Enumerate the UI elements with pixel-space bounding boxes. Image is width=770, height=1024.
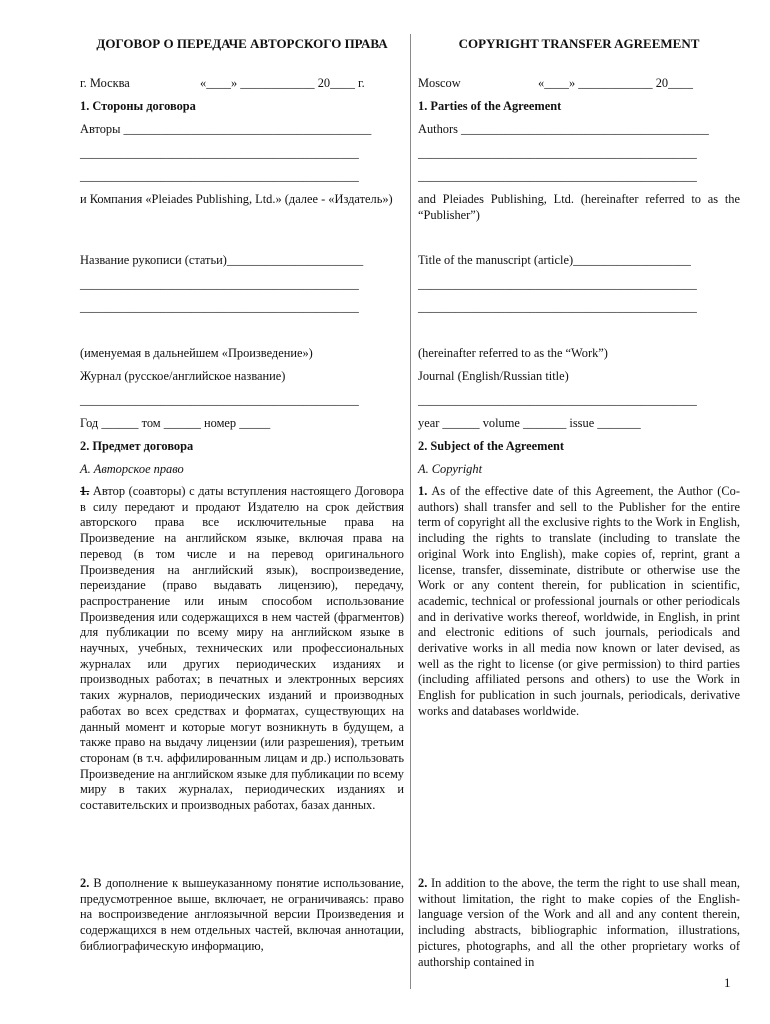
ru-city: г. Москва: [80, 76, 130, 90]
ru-work-reference: (именуемая в дальнейшем «Произведение»): [80, 346, 313, 360]
ru-paragraph-2-number: 2.: [80, 876, 90, 890]
page-number: 1: [724, 975, 731, 990]
en-blank-line: _____________________________________________: [418, 300, 697, 314]
en-year-volume-issue: year ______ volume _______ issue _______: [418, 416, 641, 430]
en-work-reference: (hereinafter referred to as the “Work”): [418, 346, 608, 360]
ru-manuscript-line: Название рукописи (статьи)______________________: [80, 253, 364, 267]
en-blank-line: _____________________________________________: [418, 277, 697, 291]
ru-paragraph-2-text: В дополнение к вышеуказанному понятие использование, предусмотренное выше, включает, не ограничиваясь: право на воспроизведение англоязычной версии Произведения и содержащихся в нем отдельных частей, включая аннотации, библиографическую информацию,: [80, 876, 404, 953]
ru-blank-line: _____________________________________________: [80, 277, 359, 291]
en-manuscript-line: Title of the manuscript (article)___________________: [418, 253, 691, 267]
ru-blank-line: _____________________________________________: [80, 146, 359, 160]
en-paragraph-2-number: 2.: [418, 876, 428, 890]
en-company: and Pleiades Publishing, Ltd. (hereinafter referred to as the “Publisher”): [418, 192, 740, 222]
ru-paragraph-1: [80, 484, 404, 814]
en-paragraph-1-number: 1.: [418, 484, 428, 498]
ru-authors-line: Авторы ________________________________________: [80, 122, 372, 136]
en-paragraph-2: [418, 876, 740, 970]
en-journal-line: Journal (English/Russian title): [418, 369, 569, 383]
ru-date-line: «____» ____________ 20____ г.: [200, 76, 365, 90]
en-subsection-a: A. Copyright: [418, 462, 483, 476]
en-city: Moscow: [418, 76, 461, 90]
en-section-1-heading: 1. Parties of the Agreement: [418, 99, 562, 113]
en-section-2-heading: 2. Subject of the Agreement: [418, 439, 565, 453]
en-blank-line: _____________________________________________: [418, 169, 697, 183]
ru-blank-line: _____________________________________________: [80, 169, 359, 183]
en-authors-line: Authors ________________________________________: [418, 122, 709, 136]
en-blank-line: _____________________________________________: [418, 146, 697, 160]
ru-blank-line: _____________________________________________: [80, 393, 359, 407]
ru-title: ДОГОВОР О ПЕРЕДАЧЕ АВТОРСКОГО ПРАВА: [96, 36, 388, 51]
en-blank-line: _____________________________________________: [418, 393, 697, 407]
ru-year-volume-issue: Год ______ том ______ номер _____: [80, 416, 271, 430]
en-date-line: «____» ____________ 20____: [538, 76, 693, 90]
en-paragraph-1-text: As of the effective date of this Agreement, the Author (Co-authors) shall transfer and sell to the Publisher for the entire term of copyright all the exclusive rights to the Work in English, including the rights to translate (including to translate the original Work into English), make copies of, reprint, grant a license, transfer, disseminate, distribute or otherwise use the Work or any content therein, for publication in scientific, academic, technical or professional journals or other periodicals and in derivative works thereof, worldwide, in English, in print and electronic editions of such journals, periodicals and derivative works in all media now known or later devised, as well as the right to license (or give permission) to third parties (including affiliated persons and others) to use the Work in English for publication in such journals, periodicals, derivative works and databases worldwide.: [418, 484, 740, 718]
en-paragraph-2-text: In addition to the above, the term the right to use shall mean, without limitation, the right to make copies of the English-language version of the Work and all and any content therein, including abstracts, bibliographic information, illustrations, pictures, photographs, and all the other proprietary works of authorship contained in: [418, 876, 740, 969]
ru-paragraph-1-number: 1.: [80, 484, 90, 498]
en-paragraph-1: [418, 484, 740, 720]
ru-journal-line: Журнал (русское/английское название): [80, 369, 286, 383]
column-divider: [410, 34, 411, 989]
en-title: COPYRIGHT TRANSFER AGREEMENT: [458, 36, 700, 51]
ru-paragraph-2: [80, 876, 404, 955]
ru-company: и Компания «Pleiades Publishing, Ltd.» (далее - «Издатель»): [80, 192, 393, 206]
ru-paragraph-1-text: Автор (соавторы) с даты вступления настоящего Договора в силу передают и продают Издателю на срок действия авторского права все исключительные права на Произведение на английском языке, включая права на перевод (в том числе и на перевод оригинального Произведения на английский язык), воспроизведение, переиздание (право выдавать лицензию), передачу, распространение или иным способом использование Произведения или содержащихся в нем частей (фрагментов) для публикации по всему миру на английском языке в научных, учебных, технических или профессиональных журналах или других периодических изданиях и производных работах; в печатных и электронных версиях таких журналов, периодических изданий и производных работах во всех средствах и форматах, существующих на данный момент и которые могут возникнуть в будущем, а также право на выдачу лицензии (или разрешения), третьим сторонам (в т.ч. аффилированным лицам и др.) использовать Произведение на английском языке для публикации по всему миру в таких журналах, периодических изданиях и составительских и производных работах, базах данных.: [80, 484, 404, 813]
ru-subsection-a: А. Авторское право: [80, 462, 184, 476]
ru-section-1-heading: 1. Стороны договора: [80, 99, 196, 113]
ru-section-2-heading: 2. Предмет договора: [80, 439, 194, 453]
ru-blank-line: _____________________________________________: [80, 300, 359, 314]
